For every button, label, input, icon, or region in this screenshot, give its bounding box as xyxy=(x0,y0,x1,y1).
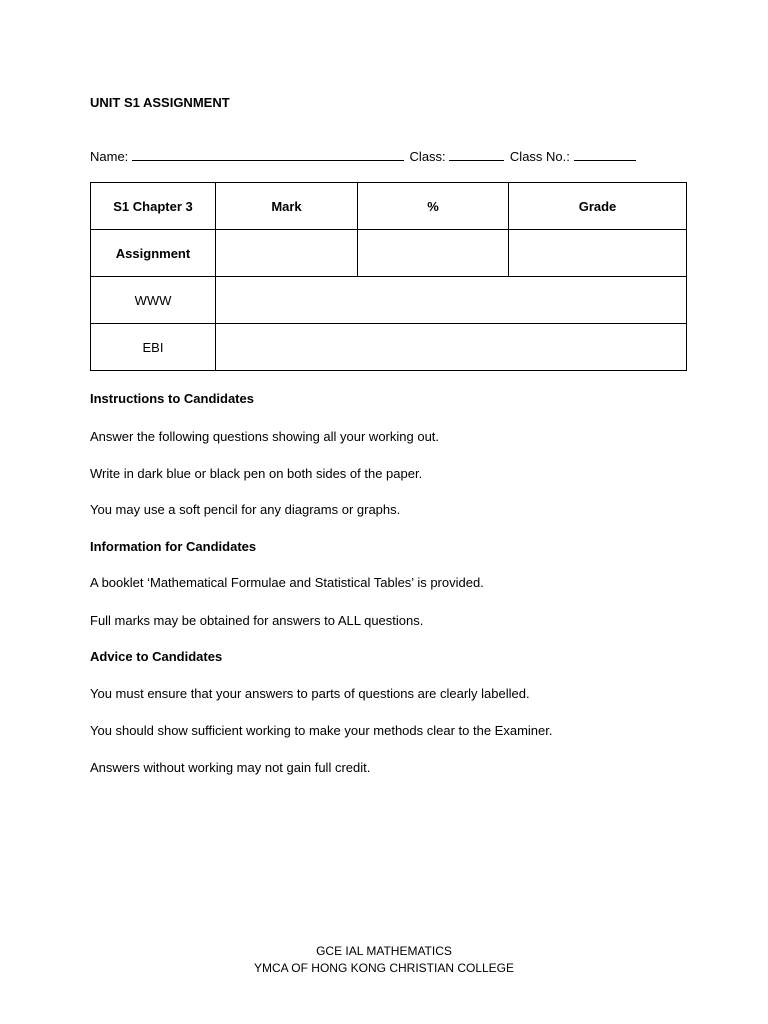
class-blank[interactable] xyxy=(449,148,504,161)
information-line: Full marks may be obtained for answers to ALL questions. xyxy=(90,613,424,628)
mark-cell[interactable] xyxy=(216,230,358,277)
table-row-ebi xyxy=(91,324,687,371)
table-row-www xyxy=(91,277,687,324)
advice-line: Answers without working may not gain full credit. xyxy=(90,760,371,775)
instructions-heading: Instructions to Candidates xyxy=(90,391,254,406)
www-cell[interactable] xyxy=(216,277,687,324)
information-line: A booklet ‘Mathematical Formulae and Statistical Tables’ is provided. xyxy=(90,575,484,590)
header-grade: Grade xyxy=(509,183,687,230)
grade-cell[interactable] xyxy=(509,230,687,277)
advice-line: You must ensure that your answers to parts of questions are clearly labelled. xyxy=(90,686,530,701)
row-label-ebi: EBI xyxy=(91,324,216,371)
name-class-line xyxy=(90,148,638,164)
ebi-cell[interactable] xyxy=(216,324,687,371)
document-title: UNIT S1 ASSIGNMENT xyxy=(90,95,230,110)
information-heading: Information for Candidates xyxy=(90,539,257,554)
instruction-line: Answer the following questions showing all your working out. xyxy=(90,429,440,444)
footer-subject: GCE IAL MATHEMATICS xyxy=(316,944,452,958)
row-label-assignment: Assignment xyxy=(91,230,216,277)
instruction-line: You may use a soft pencil for any diagrams or graphs. xyxy=(90,502,401,517)
header-mark: Mark xyxy=(216,183,358,230)
percent-cell[interactable] xyxy=(358,230,509,277)
row-label-www: WWW xyxy=(91,277,216,324)
advice-line: You should show sufficient working to make your methods clear to the Examiner. xyxy=(90,723,553,738)
header-percent: % xyxy=(358,183,509,230)
class-label: Class: xyxy=(409,149,446,164)
name-label: Name: xyxy=(90,149,129,164)
class-no-label: Class No.: xyxy=(509,149,570,164)
marks-table xyxy=(90,182,687,371)
instruction-line: Write in dark blue or black pen on both sides of the paper. xyxy=(90,466,423,481)
footer xyxy=(0,943,768,977)
footer-school: YMCA OF HONG KONG CHRISTIAN COLLEGE xyxy=(253,961,515,975)
name-blank[interactable] xyxy=(132,148,404,161)
table-header-row xyxy=(91,183,687,230)
advice-heading: Advice to Candidates xyxy=(90,649,223,664)
class-no-blank[interactable] xyxy=(574,148,636,161)
table-row-assignment xyxy=(91,230,687,277)
header-chapter: S1 Chapter 3 xyxy=(91,183,216,230)
